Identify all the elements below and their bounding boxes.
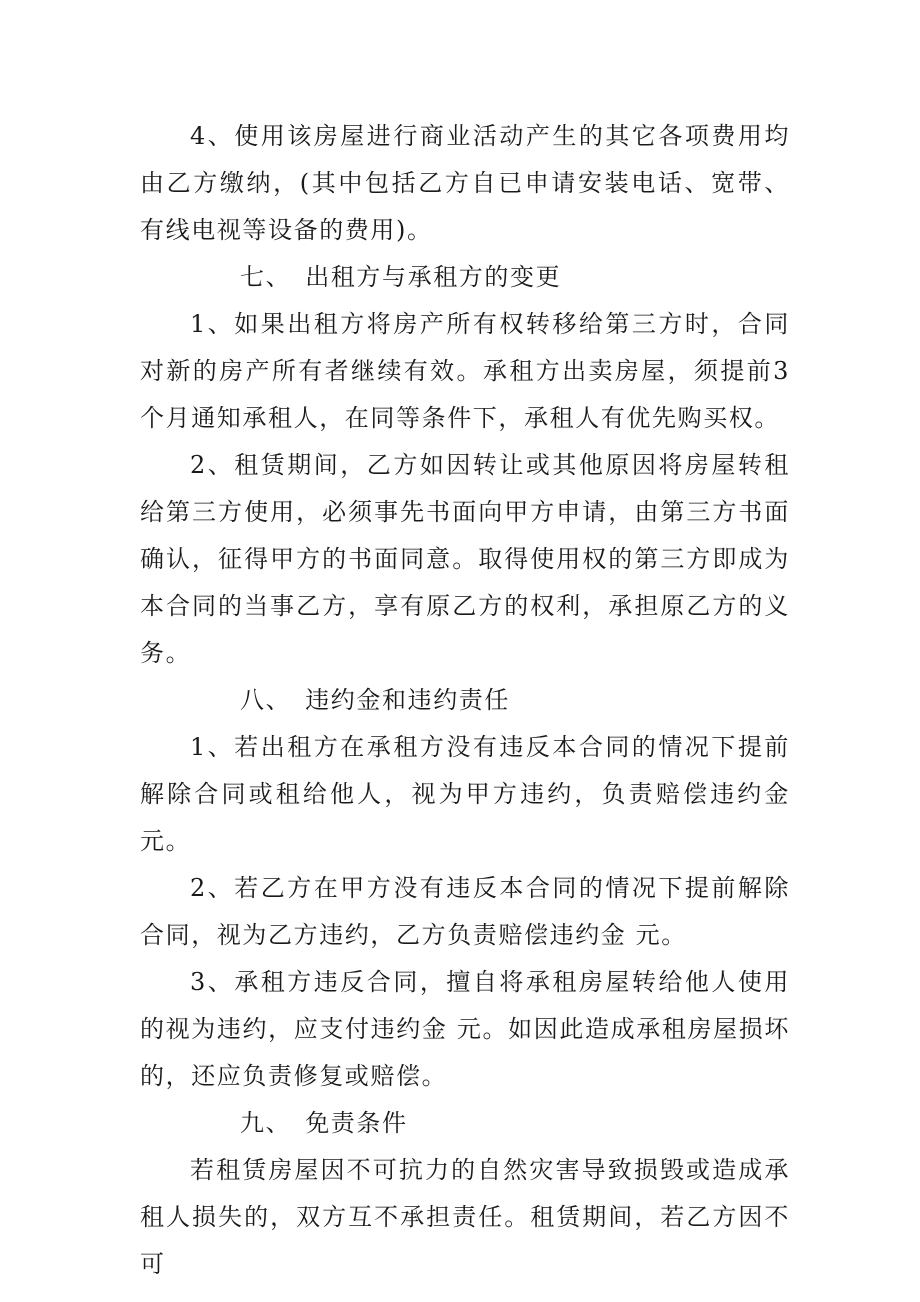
paragraph-8-3: 3、承租方违反合同，擅自将承租房屋转给他人使用的视为违约，应支付违约金 元。如因此造成承租房屋损坏的，还应负责修复或赔偿。	[140, 968, 790, 1090]
paragraph-9-1: 若租赁房屋因不可抗力的自然灾害导致损毁或造成承租人损失的，双方互不承担责任。租赁期间，若乙方因不可	[140, 1156, 790, 1278]
paragraph-8-2: 2、若乙方在甲方没有违反本合同的情况下提前解除合同，视为乙方违约，乙方负责赔偿违约金 元。	[140, 874, 790, 949]
section-number: 九、	[240, 1109, 292, 1137]
section-number: 八、	[240, 686, 292, 714]
section-title: 出租方与承租方的变更	[305, 263, 562, 291]
paragraph-8-1: 1、若出租方在承租方没有违反本合同的情况下提前解除合同或租给他人，视为甲方违约，负责赔偿违约金 元。	[140, 733, 790, 855]
section-title: 免责条件	[305, 1109, 408, 1137]
document-body	[140, 113, 790, 1288]
section-title: 违约金和违约责任	[305, 686, 511, 714]
section-heading-8	[140, 677, 790, 724]
paragraph-item4-fees: 4、使用该房屋进行商业活动产生的其它各项费用均由乙方缴纳，(其中包括乙方自已申请安装电话、宽带、有线电视等设备的费用)。	[140, 122, 790, 244]
section-heading-7	[140, 254, 790, 301]
paragraph-7-1: 1、如果出租方将房产所有权转移给第三方时，合同对新的房产所有者继续有效。承租方出卖房屋，须提前3个月通知承租人，在同等条件下，承租人有优先购买权。	[140, 310, 790, 432]
paragraph-7-2: 2、租赁期间，乙方如因转让或其他原因将房屋转租给第三方使用，必须事先书面向甲方申请，由第三方书面确认，征得甲方的书面同意。取得使用权的第三方即成为本合同的当事乙方，享有原乙方的权利，承担原乙方的义务。	[140, 451, 790, 667]
section-number: 七、	[240, 263, 292, 291]
section-heading-9	[140, 1100, 790, 1147]
